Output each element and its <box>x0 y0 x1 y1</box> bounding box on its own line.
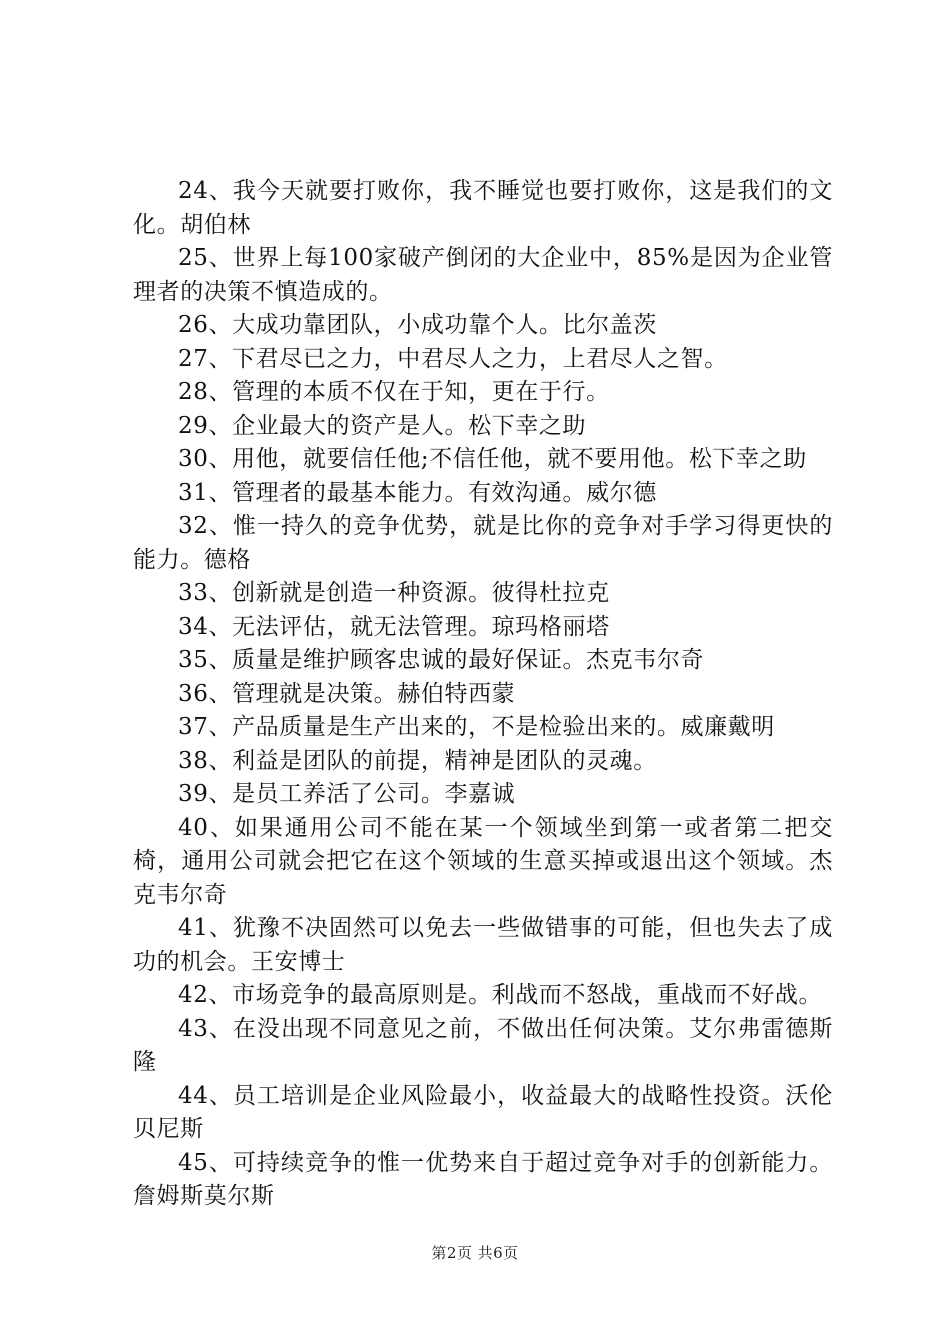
quote-paragraph-41: 41、犹豫不决固然可以免去一些做错事的可能，但也失去了成功的机会。王安博士 <box>133 915 833 975</box>
quote-paragraph-24: 24、我今天就要打败你，我不睡觉也要打败你，这是我们的文化。胡伯林 <box>133 178 833 238</box>
quote-paragraph-34: 34、无法评估，就无法管理。琼玛格丽塔 <box>178 613 610 640</box>
quote-paragraph-35: 35、质量是维护顾客忠诚的最好保证。杰克韦尔奇 <box>178 647 705 673</box>
quote-paragraph-44: 44、员工培训是企业风险最小，收益最大的战略性投资。沃伦贝尼斯 <box>133 1082 833 1142</box>
quote-paragraph-25: 25、世界上每100家破产倒闭的大企业中，85%是因为企业管理者的决策不慎造成的。 <box>133 245 833 305</box>
quote-paragraph-38: 38、利益是团队的前提，精神是团队的灵魂。 <box>178 747 657 774</box>
quote-paragraph-30: 30、用他，就要信任他;不信任他，就不要用他。松下幸之助 <box>178 446 807 472</box>
quote-paragraph-45: 45、可持续竞争的惟一优势来自于超过竞争对手的创新能力。詹姆斯莫尔斯 <box>133 1149 833 1209</box>
quote-paragraph-33: 33、创新就是创造一种资源。彼得杜拉克 <box>178 580 610 606</box>
quote-paragraph-39: 39、是员工养活了公司。李嘉诚 <box>178 781 516 807</box>
quote-paragraph-26: 26、大成功靠团队，小成功靠个人。比尔盖茨 <box>178 312 657 338</box>
quote-paragraph-37: 37、产品质量是生产出来的，不是检验出来的。威廉戴明 <box>178 714 775 740</box>
quote-paragraph-32: 32、惟一持久的竞争优势，就是比你的竞争对手学习得更快的能力。德格 <box>133 513 833 573</box>
document-body <box>133 175 833 1214</box>
quote-paragraph-28: 28、管理的本质不仅在于知，更在于行。 <box>178 379 610 405</box>
quote-paragraph-42: 42、市场竞争的最高原则是。利战而不怒战，重战而不好战。 <box>178 982 823 1008</box>
quote-paragraph-36: 36、管理就是决策。赫伯特西蒙 <box>178 680 516 707</box>
quote-paragraph-31: 31、管理者的最基本能力。有效沟通。威尔德 <box>178 479 657 506</box>
quote-paragraph-29: 29、企业最大的资产是人。松下幸之助 <box>178 412 587 439</box>
quote-paragraph-40: 40、如果通用公司不能在某一个领域坐到第一或者第二把交椅，通用公司就会把它在这个领域的生意买掉或退出这个领域。杰克韦尔奇 <box>133 814 833 908</box>
quote-paragraph-27: 27、下君尽已之力，中君尽人之力，上君尽人之智。 <box>178 345 728 372</box>
quote-paragraph-43: 43、在没出现不同意见之前，不做出任何决策。艾尔弗雷德斯隆 <box>133 1015 833 1075</box>
page-number-footer: 第2页 共6页 <box>431 1244 519 1262</box>
